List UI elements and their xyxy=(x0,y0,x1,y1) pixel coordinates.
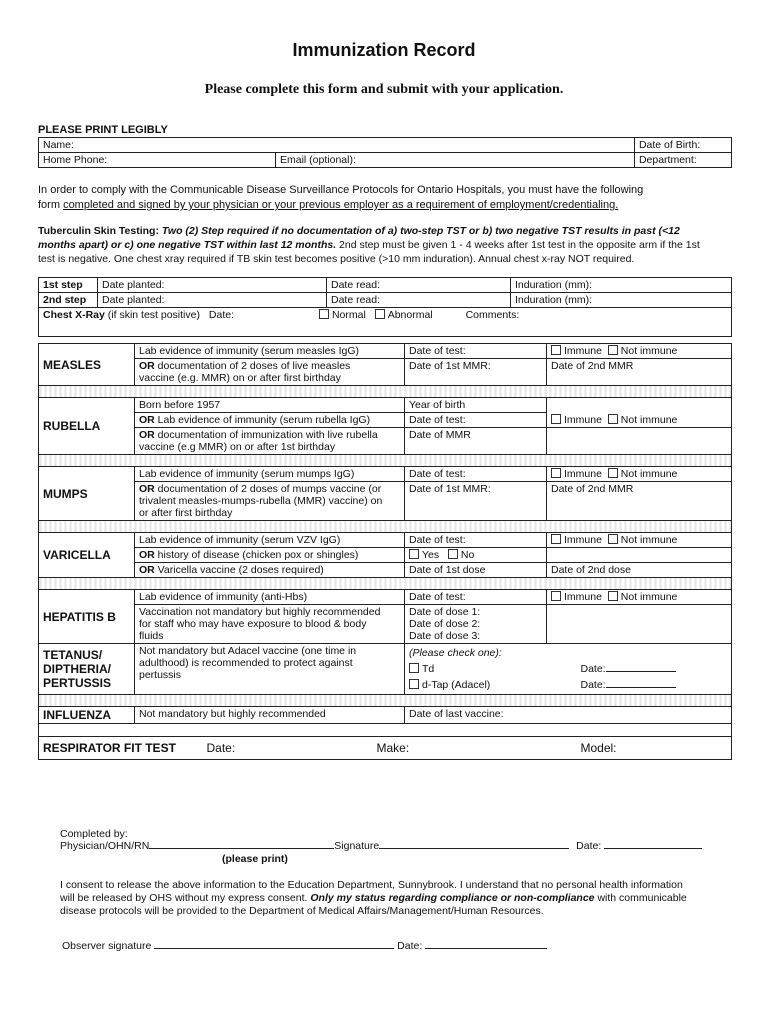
consent-line-2-italic: Only my status regarding compliance or non-compliance xyxy=(310,892,595,904)
page-subtitle: Please complete this form and submit with your application. xyxy=(204,82,564,97)
intro-line-2-underlined: completed and signed by your physician or your previous employer as a requirement of employment/credentialing. xyxy=(63,199,619,211)
rubella-doc xyxy=(135,428,405,455)
hepb-immune-status xyxy=(547,590,732,605)
td-label: Td xyxy=(422,663,435,675)
rubella-or-1: OR xyxy=(139,414,155,426)
respirator-label: RESPIRATOR FIT TEST xyxy=(43,741,176,755)
separator xyxy=(39,521,732,533)
varicella-immune-status xyxy=(547,533,732,548)
chest-xray-date[interactable]: Date: xyxy=(208,309,235,321)
physician-label: Physician/OHN/RN xyxy=(60,840,150,852)
measles-not-immune-checkbox[interactable] xyxy=(608,345,618,355)
step1-date-read[interactable]: Date read: xyxy=(327,278,511,293)
hepb-note xyxy=(135,605,405,644)
influenza-last-vaccine[interactable]: Date of last vaccine: xyxy=(405,707,732,724)
varicella-or-2: OR xyxy=(139,564,155,576)
measles-doc-line2: vaccine (e.g. MMR) on or after first birthday xyxy=(139,372,341,384)
rubella-not-immune-label: Not immune xyxy=(620,414,678,426)
varicella-yes-label: Yes xyxy=(422,549,440,561)
separator xyxy=(39,695,732,707)
immunization-table xyxy=(38,343,732,760)
tst-paragraph xyxy=(38,224,738,266)
measles-label: MEASLES xyxy=(39,344,135,386)
dtap-checkbox[interactable] xyxy=(409,679,419,689)
chest-xray-note: (if skin test positive) xyxy=(107,309,200,321)
tst-line-2-italic: months apart) or c) one negative TST within last 12 months. xyxy=(38,239,337,251)
intro-line-2 xyxy=(38,198,738,213)
tst-line-2-rest: 2nd step must be given 1 - 4 weeks after 1st test in the opposite arm if the 1st xyxy=(339,239,700,251)
step2-date-planted[interactable]: Date planted: xyxy=(98,293,327,308)
physician-signature-row xyxy=(60,840,720,852)
varicella-no-checkbox[interactable] xyxy=(448,549,458,559)
tdap-note-line2: adulthood) is recommended to protect against xyxy=(139,657,353,669)
varicella-history xyxy=(135,548,405,563)
mumps-lab: Lab evidence of immunity (serum mumps IgG) xyxy=(135,467,405,482)
influenza-label: INFLUENZA xyxy=(39,707,135,724)
abnormal-checkbox[interactable] xyxy=(375,309,385,319)
personal-info-table xyxy=(38,137,732,168)
rubella-label: RUBELLA xyxy=(39,398,135,455)
hepb-doses xyxy=(405,605,547,644)
varicella-dose1[interactable]: Date of 1st dose xyxy=(405,563,547,578)
step2-label: 2nd step xyxy=(39,293,98,308)
chest-xray-comments[interactable]: Comments: xyxy=(465,309,520,321)
td-date-label: Date: xyxy=(580,663,606,675)
varicella-vaccine xyxy=(135,563,405,578)
spacer-row xyxy=(39,724,732,737)
measles-or: OR xyxy=(139,360,155,372)
dtap-label: d-Tap (Adacel) xyxy=(422,679,491,691)
tdap-check xyxy=(405,644,732,695)
mumps-or: OR xyxy=(139,483,155,495)
hepb-dose3[interactable]: Date of dose 3: xyxy=(409,630,481,642)
email-field[interactable]: Email (optional): xyxy=(276,153,635,168)
separator xyxy=(39,455,732,467)
tdap-label-2: DIPTHERIA/ xyxy=(43,662,112,676)
rubella-immune-status xyxy=(547,398,732,428)
tdap-note xyxy=(135,644,405,695)
varicella-yes-checkbox[interactable] xyxy=(409,549,419,559)
measles-lab: Lab evidence of immunity (serum measles IgG) xyxy=(135,344,405,359)
varicella-empty xyxy=(547,548,732,563)
mumps-doc xyxy=(135,482,405,521)
observer-row xyxy=(62,940,547,952)
consent-line-2-post: with communicable xyxy=(597,892,687,904)
separator xyxy=(39,578,732,590)
respirator-date[interactable]: Date: xyxy=(206,741,236,755)
tst-line-3: test is negative. One chest xray required if TB skin test becomes positive (>10 mm induration). Annual chest x-ray NOT required. xyxy=(38,253,635,265)
rubella-lab xyxy=(135,413,405,428)
completed-date-label: Date: xyxy=(576,840,602,852)
home-phone-field[interactable]: Home Phone: xyxy=(39,153,276,168)
measles-immune-label: Immune xyxy=(564,345,602,357)
print-legibly-label: PLEASE PRINT LEGIBLY xyxy=(38,124,168,136)
normal-checkbox[interactable] xyxy=(319,309,329,319)
measles-not-immune-label: Not immune xyxy=(620,345,678,357)
hepb-empty xyxy=(547,605,732,644)
consent-paragraph xyxy=(60,879,740,918)
hepb-immune-label: Immune xyxy=(564,591,602,603)
dob-field[interactable]: Date of Birth: xyxy=(634,138,731,153)
rubella-lab-text: Lab evidence of immunity (serum rubella IgG) xyxy=(157,414,371,426)
physician-name-line[interactable] xyxy=(149,848,334,849)
mumps-doc-line2: trivalent measles-mumps-rubella (MMR) vaccine) on xyxy=(139,495,383,507)
varicella-lab: Lab evidence of immunity (serum VZV IgG) xyxy=(135,533,405,548)
hepb-note-line3: fluids xyxy=(139,630,164,642)
completed-date-line[interactable] xyxy=(604,848,702,849)
measles-immune-status xyxy=(547,344,732,359)
mumps-date-2nd-mmr[interactable]: Date of 2nd MMR xyxy=(547,482,732,521)
hepb-dose1[interactable]: Date of dose 1: xyxy=(409,606,481,618)
intro-line-1: In order to comply with the Communicable Disease Surveillance Protocols for Ontario Hospitals, you must have the following xyxy=(38,184,644,196)
normal-label: Normal xyxy=(331,309,366,321)
mumps-date-1st-mmr[interactable]: Date of 1st MMR: xyxy=(405,482,547,521)
measles-date-test[interactable]: Date of test: xyxy=(405,344,547,359)
rubella-year-of-birth[interactable]: Year of birth xyxy=(405,398,547,413)
rubella-not-immune-checkbox[interactable] xyxy=(608,414,618,424)
consent-line-2-pre: will be released by OHS without my express consent. xyxy=(60,892,308,904)
tdap-note-line3: pertussis xyxy=(139,669,182,681)
tst-lead: Tuberculin Skin Testing: xyxy=(38,225,159,237)
step1-induration[interactable]: Induration (mm): xyxy=(511,278,732,293)
observer-date-label: Date: xyxy=(397,940,423,952)
tst-line-1: Two (2) Step required if no documentation of a) two-step TST or b) two negative TST results in past (<12 xyxy=(161,225,680,237)
observer-signature-line[interactable] xyxy=(154,948,394,949)
rubella-immune-checkbox[interactable] xyxy=(551,414,561,424)
hepb-not-immune-label: Not immune xyxy=(620,591,678,603)
abnormal-label: Abnormal xyxy=(387,309,433,321)
rubella-empty xyxy=(547,428,732,455)
please-print-label: (please print) xyxy=(222,853,288,865)
td-checkbox[interactable] xyxy=(409,663,419,673)
rubella-doc-line1: documentation of immunization with live rubella xyxy=(157,429,378,441)
tb-steps-table xyxy=(38,277,732,337)
observer-label: Observer signature xyxy=(62,940,152,952)
separator xyxy=(39,386,732,398)
intro-paragraph xyxy=(38,183,738,213)
department-field[interactable]: Department: xyxy=(634,153,731,168)
rubella-born: Born before 1957 xyxy=(135,398,405,413)
measles-doc xyxy=(135,359,405,386)
hepb-immune-checkbox[interactable] xyxy=(551,591,561,601)
tdap-label-3: PERTUSSIS xyxy=(43,676,112,690)
signature-line[interactable] xyxy=(379,848,569,849)
td-date-line[interactable] xyxy=(606,671,676,672)
influenza-note: Not mandatory but highly recommended xyxy=(135,707,405,724)
varicella-history-text: history of disease (chicken pox or shingles) xyxy=(157,549,359,561)
tdap-note-line1: Not mandatory but Adacel vaccine (one time in xyxy=(139,645,357,657)
mumps-date-test[interactable]: Date of test: xyxy=(405,467,547,482)
mumps-immune-label: Immune xyxy=(564,468,602,480)
varicella-immune-checkbox[interactable] xyxy=(551,534,561,544)
respirator-make[interactable]: Make: xyxy=(376,741,410,755)
mumps-immune-checkbox[interactable] xyxy=(551,468,561,478)
measles-date-2nd-mmr[interactable]: Date of 2nd MMR xyxy=(547,359,732,386)
intro-line-2-pre: form xyxy=(38,199,64,211)
rubella-date-mmr[interactable]: Date of MMR xyxy=(405,428,547,455)
page-title: Immunization Record xyxy=(292,40,476,60)
hepb-note-line1: Vaccination not mandatory but highly recommended xyxy=(139,606,381,618)
rubella-immune-label: Immune xyxy=(564,414,602,426)
respirator-row xyxy=(39,737,732,760)
dtap-date-label: Date: xyxy=(580,679,606,691)
rubella-or-2: OR xyxy=(139,429,155,441)
varicella-yes-no xyxy=(405,548,547,563)
mumps-immune-status xyxy=(547,467,732,482)
varicella-no-label: No xyxy=(460,549,475,561)
varicella-or-1: OR xyxy=(139,549,155,561)
hepb-lab: Lab evidence of immunity (anti-Hbs) xyxy=(135,590,405,605)
step1-date-planted[interactable]: Date planted: xyxy=(98,278,327,293)
tdap-label-1: TETANUS/ xyxy=(43,648,103,662)
hepb-label: HEPATITIS B xyxy=(39,590,135,644)
measles-doc-line1: documentation of 2 doses of live measles xyxy=(157,360,351,372)
hepb-note-line2: for staff who may have exposure to blood & body xyxy=(139,618,367,630)
hepb-dose2[interactable]: Date of dose 2: xyxy=(409,618,481,630)
varicella-date-test[interactable]: Date of test: xyxy=(405,533,547,548)
observer-date-line[interactable] xyxy=(425,948,547,949)
varicella-dose2[interactable]: Date of 2nd dose xyxy=(547,563,732,578)
mumps-doc-line1: documentation of 2 doses of mumps vaccine (or xyxy=(157,483,382,495)
varicella-label: VARICELLA xyxy=(39,533,135,578)
step1-label: 1st step xyxy=(39,278,98,293)
tdap-check-label: (Please check one): xyxy=(409,647,502,659)
tdap-label xyxy=(39,644,135,695)
measles-date-1st-mmr[interactable]: Date of 1st MMR: xyxy=(405,359,547,386)
chest-xray-row xyxy=(39,308,732,337)
hepb-date-test[interactable]: Date of test: xyxy=(405,590,547,605)
step2-induration[interactable]: Induration (mm): xyxy=(511,293,732,308)
measles-immune-checkbox[interactable] xyxy=(551,345,561,355)
rubella-doc-line2: vaccine (e.g MMR) on or after 1st birthday xyxy=(139,441,336,453)
consent-line-1: I consent to release the above information to the Education Department, Sunnybrook. I understand that no personal health information xyxy=(60,879,683,891)
signature-label: Signature xyxy=(334,840,380,852)
consent-line-3: disease protocols will be provided to the Department of Medical Affairs/Management/Human Resources. xyxy=(60,905,544,917)
mumps-not-immune-checkbox[interactable] xyxy=(608,468,618,478)
mumps-not-immune-label: Not immune xyxy=(620,468,678,480)
varicella-immune-label: Immune xyxy=(564,534,602,546)
varicella-not-immune-label: Not immune xyxy=(620,534,678,546)
name-field[interactable]: Name: xyxy=(39,138,635,153)
chest-xray-label: Chest X-Ray xyxy=(43,309,105,321)
respirator-model[interactable]: Model: xyxy=(580,741,617,755)
hepb-not-immune-checkbox[interactable] xyxy=(608,591,618,601)
mumps-label: MUMPS xyxy=(39,467,135,521)
varicella-not-immune-checkbox[interactable] xyxy=(608,534,618,544)
rubella-date-test[interactable]: Date of test: xyxy=(405,413,547,428)
mumps-doc-line3: or after first birthday xyxy=(139,507,233,519)
step2-date-read[interactable]: Date read: xyxy=(327,293,511,308)
dtap-date-line[interactable] xyxy=(606,687,676,688)
varicella-vaccine-text: Varicella vaccine (2 doses required) xyxy=(157,564,324,576)
completed-by-label: Completed by: xyxy=(60,828,128,840)
